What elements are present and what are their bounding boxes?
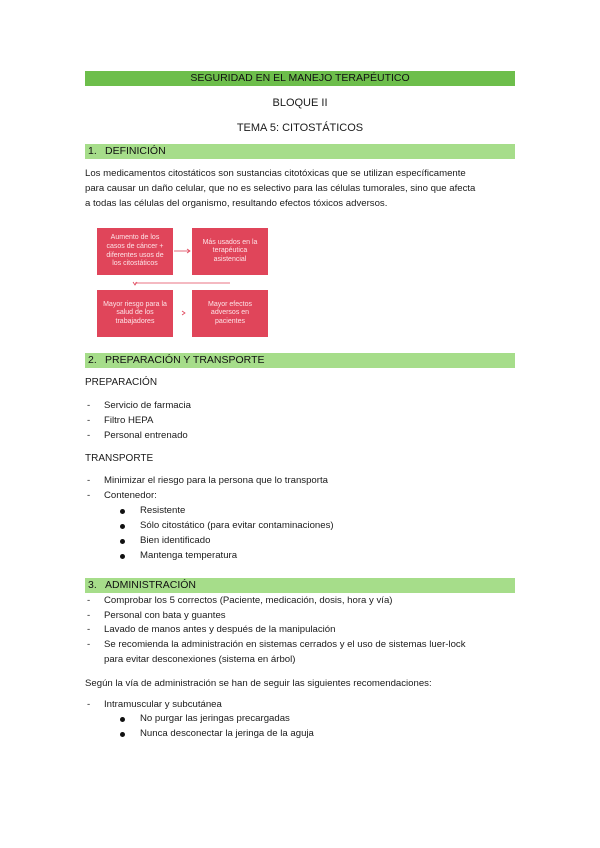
section-number: 2. (88, 354, 97, 366)
diagram-box-worker-risk: Mayor riesgo para la salud de los trabajadores (97, 290, 173, 337)
preparation-heading: PREPARACIÓN (85, 377, 158, 388)
diagram-box-case-increase: Aumento de los casos de cáncer + diferentes usos de los citostáticos (97, 228, 173, 275)
definition-line: para causar un daño celular, que no es selectivo para las células tumorales, sino que afecta (85, 183, 476, 194)
diagram-box-patient-effects: Mayor efectos adversos en pacientes (192, 290, 268, 337)
topic-title: TEMA 5: CITOSTÁTICOS (236, 122, 364, 134)
definition-line: a todas las células del organismo, resultando efectos tóxicos adversos. (85, 198, 388, 209)
block-label: BLOQUE II (272, 97, 328, 109)
chevron-right-icon (182, 311, 185, 315)
diagram-box-more-use: Más usados en la terapéutica asistencial (192, 228, 268, 275)
definition-line: Los medicamentos citostáticos son sustancias citotóxicas que se utilizan específicamente (85, 168, 466, 179)
section-heading-administration (85, 578, 515, 593)
document-page: SEGURIDAD EN EL MANEJO TERAPÉUTICO BLOQUE II TEMA 5: CITOSTÁTICOS 1. DEFINICIÓN Los medicamentos citostáticos son sustancias citotóxicas que se utilizan específicamente para causar un daño celular, que no es selectivo para las células tumorales, sino que afecta a todas las células del organismo, resultando efectos tóxicos adversos. Aumento de los casos de cáncer + diferentes usos de los citostáticos Más usados en la terapéutica asistencial Mayor riesgo para la salud de los trabajadores Mayor efectos adversos en pacientes 2. PREPARACIÓN Y TRANSPORTE PREPARACIÓN - Servicio de farmacia - Filtro HEPA - Personal entrenado TRANSPORTE - Minimizar el riesgo para la persona que lo transporta - Contenedor: Resistente Sólo citostático (para evitar contaminaciones) Bien identificado Mantenga temperatura 3. ADMINISTRACIÓN - Comprobar los 5 correctos (Paciente, medicación, dosis, hora y vía) - Personal con bata y guantes - Lavado de manos antes y después de la manipulación - Se recomienda la administración en sistemas cerrados y el uso de sistemas luer-lock para evitar desconexiones (sistema en árbol) Según la vía de administración se han de seguir las siguientes recomendaciones: - Intramuscular y subcutánea No purgar las jeringas precargadas Nunca desconectar la jeringa de la aguja (0, 0, 600, 848)
section-title: ADMINISTRACIÓN (105, 579, 197, 591)
section-heading-preparation-transport (85, 353, 515, 368)
section-number: 1. (88, 145, 97, 157)
document-title: SEGURIDAD EN EL MANEJO TERAPÉUTICO (85, 71, 515, 86)
route-intro: Según la vía de administración se han de seguir las siguientes recomendaciones: (85, 678, 432, 689)
section-title: DEFINICIÓN (105, 145, 166, 157)
arrow-elbow-down (133, 282, 230, 285)
transport-heading: TRANSPORTE (85, 453, 154, 464)
section-number: 3. (88, 579, 97, 591)
section-title: PREPARACIÓN Y TRANSPORTE (105, 354, 265, 366)
arrow-right-top (174, 249, 190, 253)
